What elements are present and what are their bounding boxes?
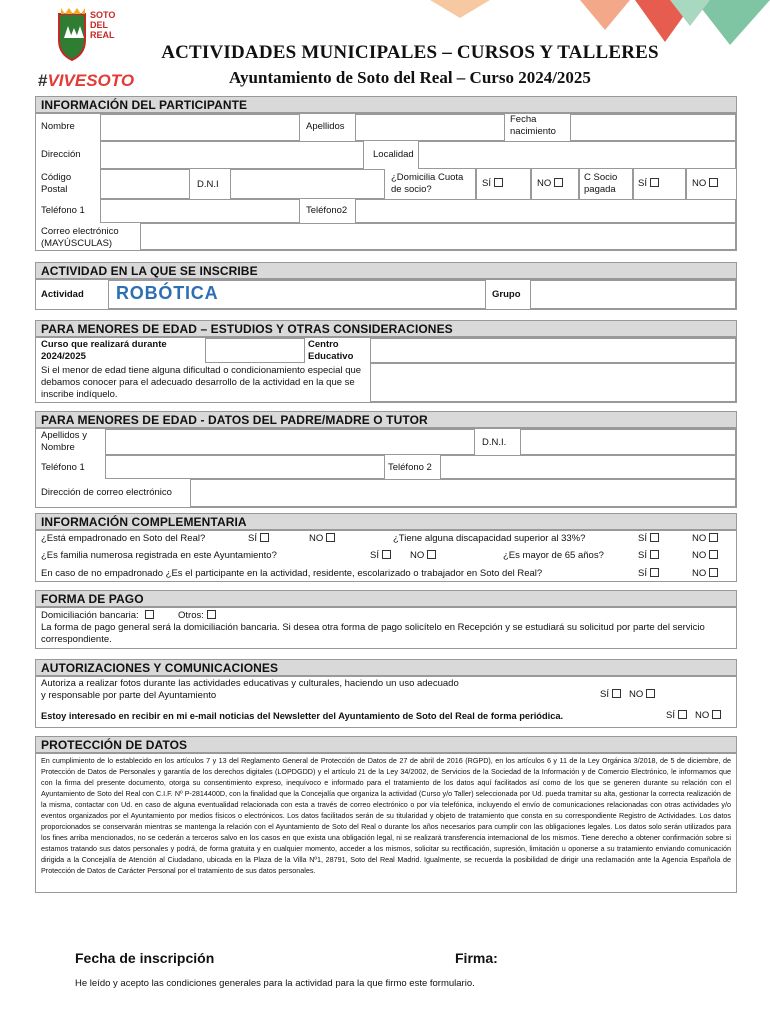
actividad-label: Actividad	[41, 289, 84, 300]
tutor-dni-field[interactable]	[520, 429, 736, 455]
no-text: NO	[629, 689, 644, 700]
page-title: ACTIVIDADES MUNICIPALES – CURSOS Y TALLERES	[161, 42, 659, 63]
domicilia-no[interactable]	[537, 178, 563, 190]
empadronado-label: ¿Está empadronado en Soto del Real?	[41, 533, 206, 544]
no-text: NO	[537, 178, 552, 189]
familia-label: ¿Es familia numerosa registrada en este Ayuntamiento?	[41, 550, 277, 561]
telefono2-label: Teléfono2	[306, 205, 348, 216]
tutor-telefono1-label: Teléfono 1	[41, 462, 85, 473]
no-text: NO	[309, 533, 324, 544]
dificultad-label: Si el menor de edad tiene alguna dificultad o condicionamiento especial que debamos conocer para el adecuado desarrollo de la actividad en la que se inscribe indíquelo.	[41, 365, 362, 400]
tutor-apellidos-field[interactable]	[105, 429, 475, 455]
newsletter-si[interactable]	[666, 710, 687, 722]
section-proteccion: PROTECCIÓN DE DATOS	[35, 736, 737, 753]
centro-field[interactable]	[370, 338, 736, 363]
familia-si[interactable]	[370, 550, 391, 562]
centro-label: Centro Educativo	[308, 339, 354, 362]
section-menores-estudios: PARA MENORES DE EDAD – ESTUDIOS Y OTRAS CONSIDERACIONES	[35, 320, 737, 337]
grupo-field[interactable]	[530, 280, 736, 309]
tutor-apellidos-label: Apellidos y Nombre	[41, 430, 87, 453]
fecha-inscripcion-label: Fecha de inscripción	[75, 950, 215, 966]
fotos-label: Autoriza a realizar fotos durante las actividades educativas y culturales, haciendo un uso adecuado y responsable por parte del Ayuntamiento	[41, 678, 459, 701]
no-text: NO	[410, 550, 425, 561]
nombre-label: Nombre	[41, 121, 75, 132]
checkbox[interactable]	[382, 550, 391, 559]
c-socio-pagada-label: C Socio pagada	[584, 172, 618, 195]
codigo-postal-field[interactable]	[100, 169, 190, 199]
no-text: NO	[695, 710, 710, 721]
divider	[578, 169, 580, 199]
otros-text: Otros:	[178, 610, 204, 621]
discapacidad-label: ¿Tiene alguna discapacidad superior al 33%?	[393, 533, 586, 544]
si-text: SÍ	[638, 550, 647, 561]
pago-texto: La forma de pago general será la domiciliación bancaria. Si desea otra forma de pago solicítelo en Recepción y se estudiará su solicitud por parte del servicio correspondiente.	[41, 622, 705, 645]
curso-field[interactable]	[205, 338, 305, 363]
dni-label: D.N.I	[197, 179, 219, 190]
checkbox[interactable]	[646, 689, 655, 698]
mayor65-si[interactable]	[638, 550, 659, 562]
si-text: SÍ	[482, 178, 491, 189]
familia-no[interactable]	[410, 550, 436, 562]
domicilia-si[interactable]	[482, 178, 503, 190]
si-text: SÍ	[370, 550, 379, 561]
otros-option[interactable]	[178, 610, 216, 622]
domicilia-cuota-label: ¿Domicilia Cuota de socio?	[391, 172, 464, 195]
tutor-telefono2-label: Teléfono 2	[388, 462, 432, 473]
checkbox[interactable]	[650, 533, 659, 542]
divider	[530, 169, 532, 199]
checkbox[interactable]	[145, 610, 154, 619]
section-participante: INFORMACIÓN DEL PARTICIPANTE	[35, 96, 737, 113]
no-text: NO	[692, 550, 707, 561]
discapacidad-si[interactable]	[638, 533, 659, 545]
checkbox[interactable]	[678, 710, 687, 719]
logo-text-line: SOTO	[90, 10, 116, 20]
checkbox[interactable]	[709, 550, 718, 559]
empadronado-no[interactable]	[309, 533, 335, 545]
fecha-nacimiento-label: Fecha nacimiento	[510, 114, 556, 137]
checkbox[interactable]	[709, 568, 718, 577]
si-text: SÍ	[248, 533, 257, 544]
hashtag-word: VIVESOTO	[47, 71, 135, 90]
checkbox[interactable]	[612, 689, 621, 698]
mayor65-label: ¿Es mayor de 65 años?	[503, 550, 604, 561]
domiciliacion-text: Domiciliación bancaria:	[41, 610, 139, 621]
domiciliacion-option[interactable]	[41, 610, 154, 622]
nombre-field[interactable]	[100, 114, 300, 141]
si-text: SÍ	[638, 533, 647, 544]
telefono1-label: Teléfono 1	[41, 205, 85, 216]
telefono1-field[interactable]	[100, 199, 300, 223]
tutor-correo-label: Dirección de correo electrónico	[41, 487, 172, 498]
si-text: SÍ	[600, 689, 609, 700]
hashtag-symbol: #	[38, 71, 48, 90]
localidad-label: Localidad	[373, 149, 414, 160]
section-actividad: ACTIVIDAD EN LA QUE SE INSCRIBE	[35, 262, 737, 279]
logo-text	[90, 10, 115, 40]
checkbox[interactable]	[207, 610, 216, 619]
checkbox[interactable]	[709, 178, 718, 187]
divider	[632, 169, 634, 199]
grupo-label: Grupo	[492, 289, 521, 300]
actividad-value: ROBÓTICA	[116, 283, 219, 303]
firma-label: Firma:	[455, 950, 498, 966]
direccion-field[interactable]	[100, 141, 364, 169]
page-subtitle: Ayuntamiento de Soto del Real – Curso 2024/2025	[229, 68, 591, 87]
curso-label: Curso que realizará durante 2024/2025	[41, 339, 167, 362]
divider	[685, 169, 687, 199]
logo-text-line: DEL	[90, 20, 108, 30]
dni-field[interactable]	[230, 169, 385, 199]
si-text: SÍ	[638, 568, 647, 579]
section-autorizaciones: AUTORIZACIONES Y COMUNICACIONES	[35, 659, 737, 676]
socio-pagada-si[interactable]	[638, 178, 659, 190]
localidad-field[interactable]	[418, 141, 736, 169]
fotos-no[interactable]	[629, 689, 655, 701]
dificultad-field[interactable]	[370, 363, 736, 402]
no-empadronado-no[interactable]	[692, 568, 718, 580]
checkbox[interactable]	[554, 178, 563, 187]
checkbox[interactable]	[650, 550, 659, 559]
checkbox[interactable]	[326, 533, 335, 542]
section-complementaria: INFORMACIÓN COMPLEMENTARIA	[35, 513, 737, 530]
section-pago: FORMA DE PAGO	[35, 590, 737, 607]
tutor-correo-field[interactable]	[190, 479, 736, 507]
divider	[475, 169, 477, 199]
checkbox[interactable]	[712, 710, 721, 719]
socio-pagada-no[interactable]	[692, 178, 718, 190]
mayor65-no[interactable]	[692, 550, 718, 562]
empadronado-si[interactable]	[248, 533, 269, 545]
proteccion-texto: En cumplimiento de lo establecido en los artículos 7 y 13 del Reglamento General de Protección de Datos de 27 de abril de 2016 (RGPD), en los artículos 6 y 11 de la Ley Orgánica 3/2018, de 5 de diciembre, de Protección de Datos de Personales y garantía de los derechos digitales (LOPDGDD) y el artículo 21 de la Ley 34/2002, de Servicios de la Sociedad de la Información y de Comercio Electrónico, le informamos que con la firma del presente documento, otorga su consentimiento expreso, inequívoco e informado para el tratamiento de los datos aquí facilitados así como de los que se generen durante su relación con el Ayuntamiento de Soto del Real con C.I.F. Nº P-2814400D, con la finalidad que la Concejalía que organiza la actividad (Curso y/o Taller) seleccionada por Ud. pueda tramitar su alta, gestionar la correcta realización de la misma, contactar con Ud. en caso de alguna eventualidad relacionada con esta a través de correo electrónico o por vía telefónica, incluyendo el envío de comunicaciones relacionadas con otras actividades y/o eventos organizados por el Ayuntamiento por medios físicos o electrónicos. Los datos facilitados serán de su titularidad y objeto de tratamiento que consta en su correspondiente Registro de Actividades. Los datos proporcionados se conservarán mientras se mantenga la relación con el Ayuntamiento de Soto del Real o durante los años necesarios para cumplir con las obligaciones legales. Los datos solo serán utilizados para los fines arriba mencionados, no se cederán a terceros salvo en los casos en que exista una obligación legal, ni se realizará transferencia internacional de los mismos. Tiene derecho a obtener confirmación sobre si estamos tratando sus datos personales y podrá, de forma gratuita y en cualquier momento, acceder a los mismos, solicitar su rectificación, supresión, limitación u oponerse a su tratamiento enviando comunicación dirigida a la Concejalía de Atención al Ciudadano, ubicada en la Plaza de la Villa Nº1, 28791, Soto del Real Madrid. Igualmente, se recuerda la posibilidad de dirigir una reclamación ante la Agencia Española de Protección de Datos de Carácter Personal por el tratamiento de sus datos personales.	[41, 756, 731, 875]
newsletter-label: Estoy interesado en recibir en mi e-mail noticias del Newsletter del Ayuntamiento de Soto del Real de forma periódica.	[41, 711, 564, 721]
no-text: NO	[692, 568, 707, 579]
checkbox[interactable]	[650, 568, 659, 577]
tutor-telefono2-field[interactable]	[440, 455, 736, 479]
checkbox[interactable]	[427, 550, 436, 559]
direccion-label: Dirección	[41, 149, 81, 160]
correo-label: Correo electrónico (MAYÚSCULAS)	[41, 226, 119, 249]
no-empadronado-si[interactable]	[638, 568, 659, 580]
checkbox[interactable]	[494, 178, 503, 187]
apellidos-label: Apellidos	[306, 121, 345, 132]
tutor-dni-label: D.N.I.	[482, 437, 507, 448]
checkbox[interactable]	[650, 178, 659, 187]
fecha-nacimiento-field[interactable]	[570, 114, 736, 141]
correo-field[interactable]	[140, 223, 736, 250]
si-text: SÍ	[666, 710, 675, 721]
checkbox[interactable]	[260, 533, 269, 542]
logo-text-line: REAL	[90, 30, 115, 40]
no-text: NO	[692, 178, 707, 189]
discapacidad-no[interactable]	[692, 533, 718, 545]
apellidos-field[interactable]	[355, 114, 505, 141]
vivesoto-hashtag	[38, 71, 134, 91]
no-empadronado-label: En caso de no empadronado ¿Es el participante en la actividad, residente, escolarizado o trabajador en Soto del Real?	[41, 568, 543, 579]
checkbox[interactable]	[709, 533, 718, 542]
tutor-telefono1-field[interactable]	[105, 455, 385, 479]
newsletter-no[interactable]	[695, 710, 721, 722]
codigo-postal-label: Código Postal	[41, 172, 72, 195]
acepto-texto: He leído y acepto las condiciones generales para la actividad para la que firmo este formulario.	[75, 978, 475, 989]
no-text: NO	[692, 533, 707, 544]
si-text: SÍ	[638, 178, 647, 189]
telefono2-field[interactable]	[355, 199, 736, 223]
section-tutor: PARA MENORES DE EDAD - DATOS DEL PADRE/MADRE O TUTOR	[35, 411, 737, 428]
fotos-si[interactable]	[600, 689, 621, 701]
